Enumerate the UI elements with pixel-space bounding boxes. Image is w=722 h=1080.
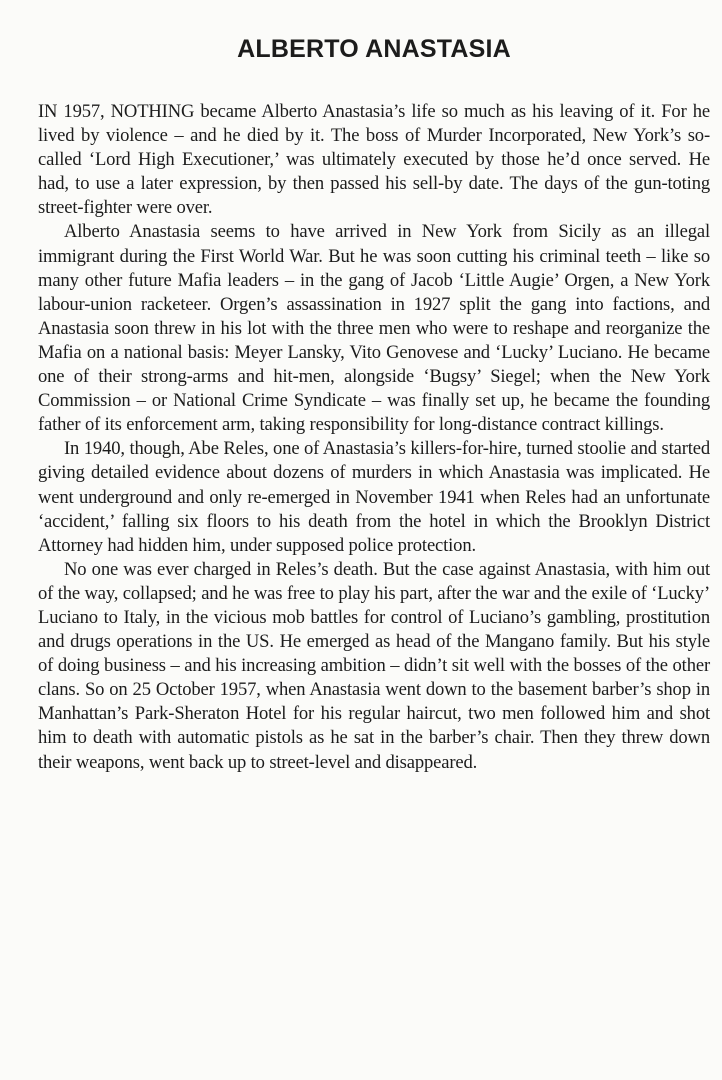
book-page	[38, 34, 710, 775]
paragraph-2: Alberto Anastasia seems to have arrived in New York from Sicily as an illegal immigrant during the First World War. But he was soon cutting his criminal teeth – like so many other future Mafia leaders – in the gang of Jacob ‘Little Augie’ Orgen, a New York labour-union racketeer. Orgen’s assassination in 1927 split the gang into factions, and Anastasia soon threw in his lot with the three men who were to reshape and reorganize the Mafia on a national basis: Meyer Lansky, Vito Genovese and ‘Lucky’ Luciano. He became one of their strong-arms and hit-men, alongside ‘Bugsy’ Siegel; when the New York Commission – or National Crime Syndicate – was finally set up, he became the founding father of its enforcement arm, taking responsibility for long-distance contract killings.	[38, 221, 710, 436]
paragraph-4: No one was ever charged in Reles’s death. But the case against Anastasia, with him out of the way, collapsed; and he was free to play his part, after the war and the exile of ‘Lucky’ Luciano to Italy, in the vicious mob battles for control of Luciano’s gambling, prostitution and drugs operations in the US. He emerged as head of the Mangano family. But his style of doing business – and his increasing ambition – didn’t sit well with the bosses of the other clans. So on 25 October 1957, when Anastasia went down to the basement barber’s shop in Manhattan’s Park-Sheraton Hotel for his regular haircut, two men followed him and shot him to death with automatic pistols as he sat in the barber’s chair. Then they threw down their weapons, went back up to street-level and disappeared.	[38, 558, 710, 773]
paragraph-3: In 1940, though, Abe Reles, one of Anastasia’s killers-for-hire, turned stoolie and started giving detailed evidence about dozens of murders in which Anastasia was implicated. He went underground and only re-emerged in November 1941 when Reles had an unfortunate ‘accident,’ falling six floors to his death from the hotel in which the Brooklyn District Attorney had hidden him, under supposed police protection.	[38, 438, 710, 556]
chapter-title: ALBERTO ANASTASIA	[237, 35, 511, 63]
paragraph-1: IN 1957, NOTHING became Alberto Anastasia’s life so much as his leaving of it. For he lived by violence – and he died by it. The boss of Murder Incorporated, New York’s so-called ‘Lord High Executioner,’ was ultimately executed by those he’d once served. He had, to use a later expression, by then passed his sell-by date. The days of the gun-toting street-fighter were over.	[38, 101, 710, 219]
